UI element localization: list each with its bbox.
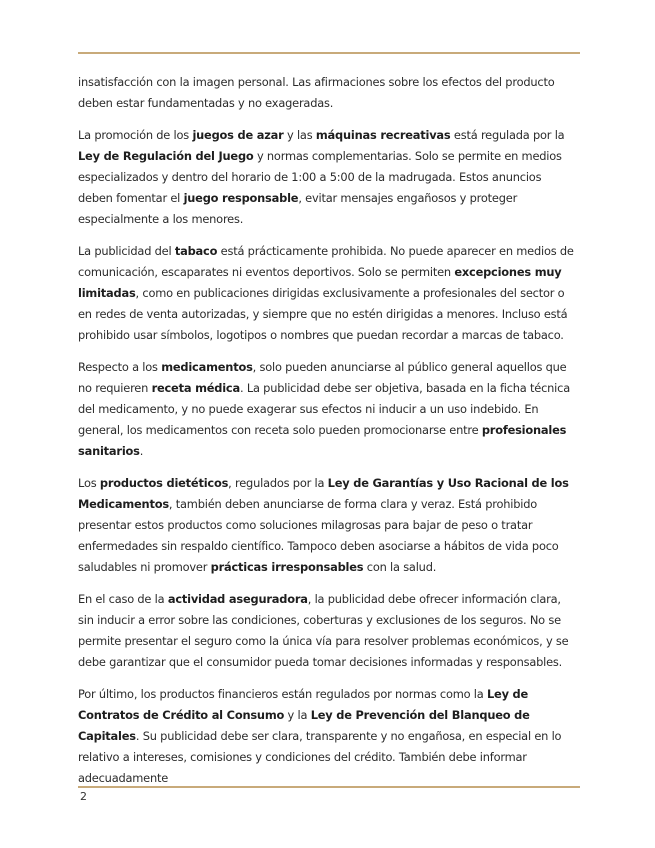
text-run: Respecto a los: [78, 360, 162, 374]
bold-term: prácticas irresponsables: [210, 560, 364, 574]
bold-term: medicamentos: [161, 360, 253, 374]
text-run: .: [139, 444, 144, 458]
text-run: está prácticamente prohibida. No puede aparecer en medios de comunicación, escaparates ni eventos deportivos. Solo se permiten: [78, 244, 574, 279]
text-run: y las: [283, 128, 316, 142]
text-run: , solo pueden anunciarse al público general aquellos que no requieren: [78, 360, 567, 395]
text-run: , como en publicaciones dirigidas exclusivamente a profesionales del sector o en redes de venta autorizadas, y siempre que no estén dirigidas a menores. Incluso está prohibido usar símbolos, logotipos o nombres que puedan recordar a marcas de tabaco.: [78, 286, 568, 342]
text-run: insatisfacción con la imagen personal. Las afirmaciones sobre los efectos del producto deben estar fundamentadas y no exageradas.: [78, 75, 555, 110]
paragraph: [78, 473, 578, 578]
text-run: con la salud.: [363, 560, 437, 574]
paragraph: [78, 72, 578, 114]
paragraph: [78, 125, 578, 230]
text-run: Por último, los productos financieros están regulados por normas como la: [78, 687, 487, 701]
paragraph: [78, 589, 578, 673]
paragraph: [78, 684, 578, 789]
bold-term: juegos de azar: [192, 128, 284, 142]
bold-term: Ley de Contratos de Crédito al Consumo: [78, 687, 529, 722]
paragraph: [78, 241, 578, 346]
footer-rule: [78, 786, 580, 788]
bold-term: Ley de Prevención del Blanqueo de Capitales: [78, 708, 530, 743]
bold-term: receta médica: [151, 381, 240, 395]
bold-term: Ley de Garantías y Uso Racional de los Medicamentos: [78, 476, 569, 511]
bold-term: profesionales sanitarios: [78, 423, 567, 458]
bold-term: actividad aseguradora: [167, 592, 308, 606]
text-run: está regulada por la: [450, 128, 565, 142]
bold-term: productos dietéticos: [99, 476, 229, 490]
text-run: y normas complementarias. Solo se permite en medios especializados y dentro del horario de 1:00 a 5:00 de la madrugada. Estos anuncios deben fomentar el: [78, 149, 562, 205]
paragraph: [78, 357, 578, 462]
header-rule: [78, 52, 580, 54]
text-run: . La publicidad debe ser objetiva, basada en la ficha técnica del medicamento, y no puede exagerar sus efectos ni inducir a un uso indebido. En general, los medicamentos con receta solo pueden promocionarse entre: [78, 381, 570, 437]
page-number: 2: [80, 790, 87, 803]
text-run: , también deben anunciarse de forma clara y veraz. Está prohibido presentar estos productos como soluciones milagrosas para bajar de peso o tratar enfermedades sin respaldo científico. Tampoco deben asociarse a hábitos de vida poco saludables ni promover: [78, 497, 559, 574]
bold-term: tabaco: [174, 244, 218, 258]
text-run: y la: [284, 708, 311, 722]
bold-term: máquinas recreativas: [315, 128, 451, 142]
document-body: [78, 72, 578, 800]
text-run: La promoción de los: [78, 128, 193, 142]
text-run: Los: [78, 476, 100, 490]
bold-term: excepciones muy limitadas: [78, 265, 562, 300]
text-run: , la publicidad debe ofrecer información clara, sin inducir a error sobre las condiciones, coberturas y exclusiones de los seguros. No se permite presentar el seguro como la única vía para resolver problemas económicos, y se debe garantizar que el consumidor pueda tomar decisiones informadas y responsables.: [78, 592, 569, 669]
text-run: La publicidad del: [78, 244, 175, 258]
bold-term: juego responsable: [183, 191, 299, 205]
text-run: , regulados por la: [228, 476, 328, 490]
text-run: En el caso de la: [78, 592, 168, 606]
bold-term: Ley de Regulación del Juego: [78, 149, 254, 163]
text-run: , evitar mensajes engañosos y proteger especialmente a los menores.: [78, 191, 518, 226]
text-run: . Su publicidad debe ser clara, transparente y no engañosa, en especial en lo relativo a intereses, comisiones y condiciones del crédito. También debe informar adecuadamente: [78, 729, 562, 785]
